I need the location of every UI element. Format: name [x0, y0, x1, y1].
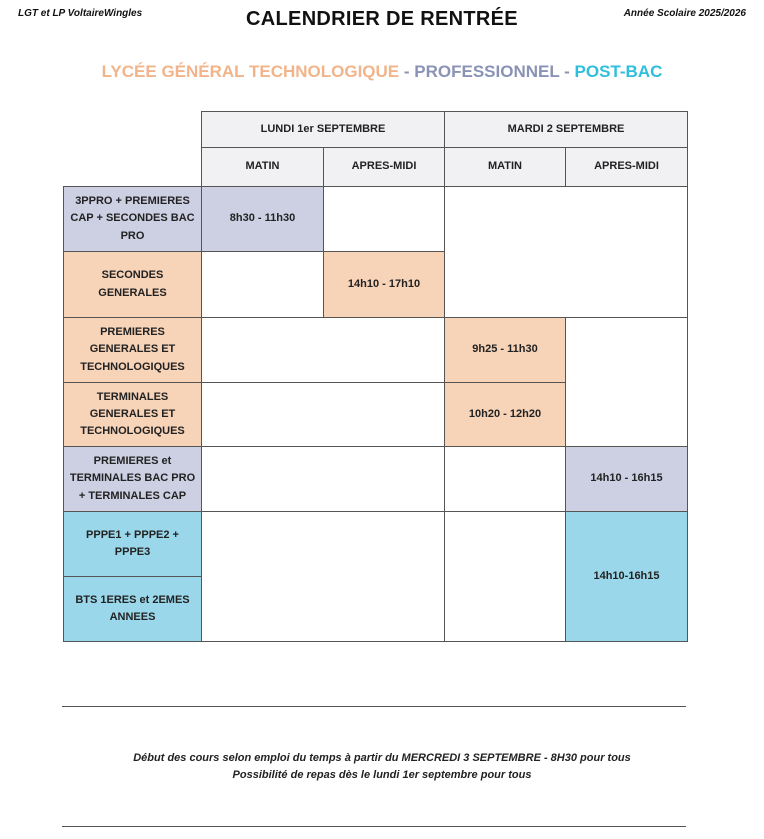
school-year: Année Scolaire 2025/2026 [623, 8, 746, 19]
empty-cell [444, 511, 566, 642]
empty-cell [201, 511, 445, 642]
slot-terminales-mardi-matin: 10h20 - 12h20 [444, 382, 566, 447]
divider-line [62, 826, 686, 827]
empty-cell [565, 317, 688, 447]
subtitle [0, 62, 764, 82]
day-header-lundi: LUNDI 1er SEPTEMBRE [201, 111, 445, 148]
subtitle-pro: PROFESSIONNEL [414, 62, 560, 81]
row-label-terminales: TERMINALES GENERALES ET TECHNOLOGIQUES [63, 382, 202, 447]
period-header-lundi-apresmidi: APRES-MIDI [323, 147, 445, 187]
slot-pro-lundi-matin: 8h30 - 11h30 [201, 186, 324, 252]
period-header-mardi-matin: MATIN [444, 147, 566, 187]
footer-note [0, 750, 764, 784]
row-label-pro: 3PPRO + PREMIERES CAP + SECONDES BAC PRO [63, 186, 202, 252]
slot-premieres-mardi-matin: 9h25 - 11h30 [444, 317, 566, 383]
divider-line [62, 706, 686, 707]
empty-cell [201, 382, 445, 447]
period-header-mardi-apresmidi: APRES-MIDI [565, 147, 688, 187]
period-header-lundi-matin: MATIN [201, 147, 324, 187]
slot-bacpro-mardi-apresmidi: 14h10 - 16h15 [565, 446, 688, 512]
subtitle-lgt: LYCÉE GÉNÉRAL TECHNOLOGIQUE [101, 62, 400, 81]
slot-secondes-lundi-apresmidi: 14h10 - 17h10 [323, 251, 445, 318]
empty-cell [444, 186, 688, 318]
empty-cell [201, 317, 445, 383]
empty-cell [201, 251, 324, 318]
row-label-bacpro: PREMIERES et TERMINALES BAC PRO + TERMINALES CAP [63, 446, 202, 512]
empty-cell [444, 446, 566, 512]
subtitle-postbac: POST-BAC [574, 62, 663, 81]
school-name: LGT et LP VoltaireWingles [18, 8, 143, 19]
row-label-secondes: SECONDES GENERALES [63, 251, 202, 318]
footer-line-2: Possibilité de repas dès le lundi 1er septembre pour tous [232, 769, 532, 782]
day-header-mardi: MARDI 2 SEPTEMBRE [444, 111, 688, 148]
empty-cell [323, 186, 445, 252]
row-label-bts: BTS 1ERES et 2EMES ANNEES [63, 576, 202, 642]
subtitle-separator: - [399, 62, 415, 81]
empty-cell [201, 446, 445, 512]
page-title: CALENDRIER DE RENTRÉE [246, 8, 518, 30]
slot-postbac-mardi-apresmidi: 14h10-16h15 [565, 511, 688, 642]
footer-line-1: Début des cours selon emploi du temps à partir du MERCREDI 3 SEPTEMBRE - 8H30 pour tous [133, 752, 631, 764]
row-label-pppe: PPPE1 + PPPE2 + PPPE3 [63, 511, 202, 577]
subtitle-separator: - [559, 62, 575, 81]
row-label-premieres: PREMIERES GENERALES ET TECHNOLOGIQUES [63, 317, 202, 383]
